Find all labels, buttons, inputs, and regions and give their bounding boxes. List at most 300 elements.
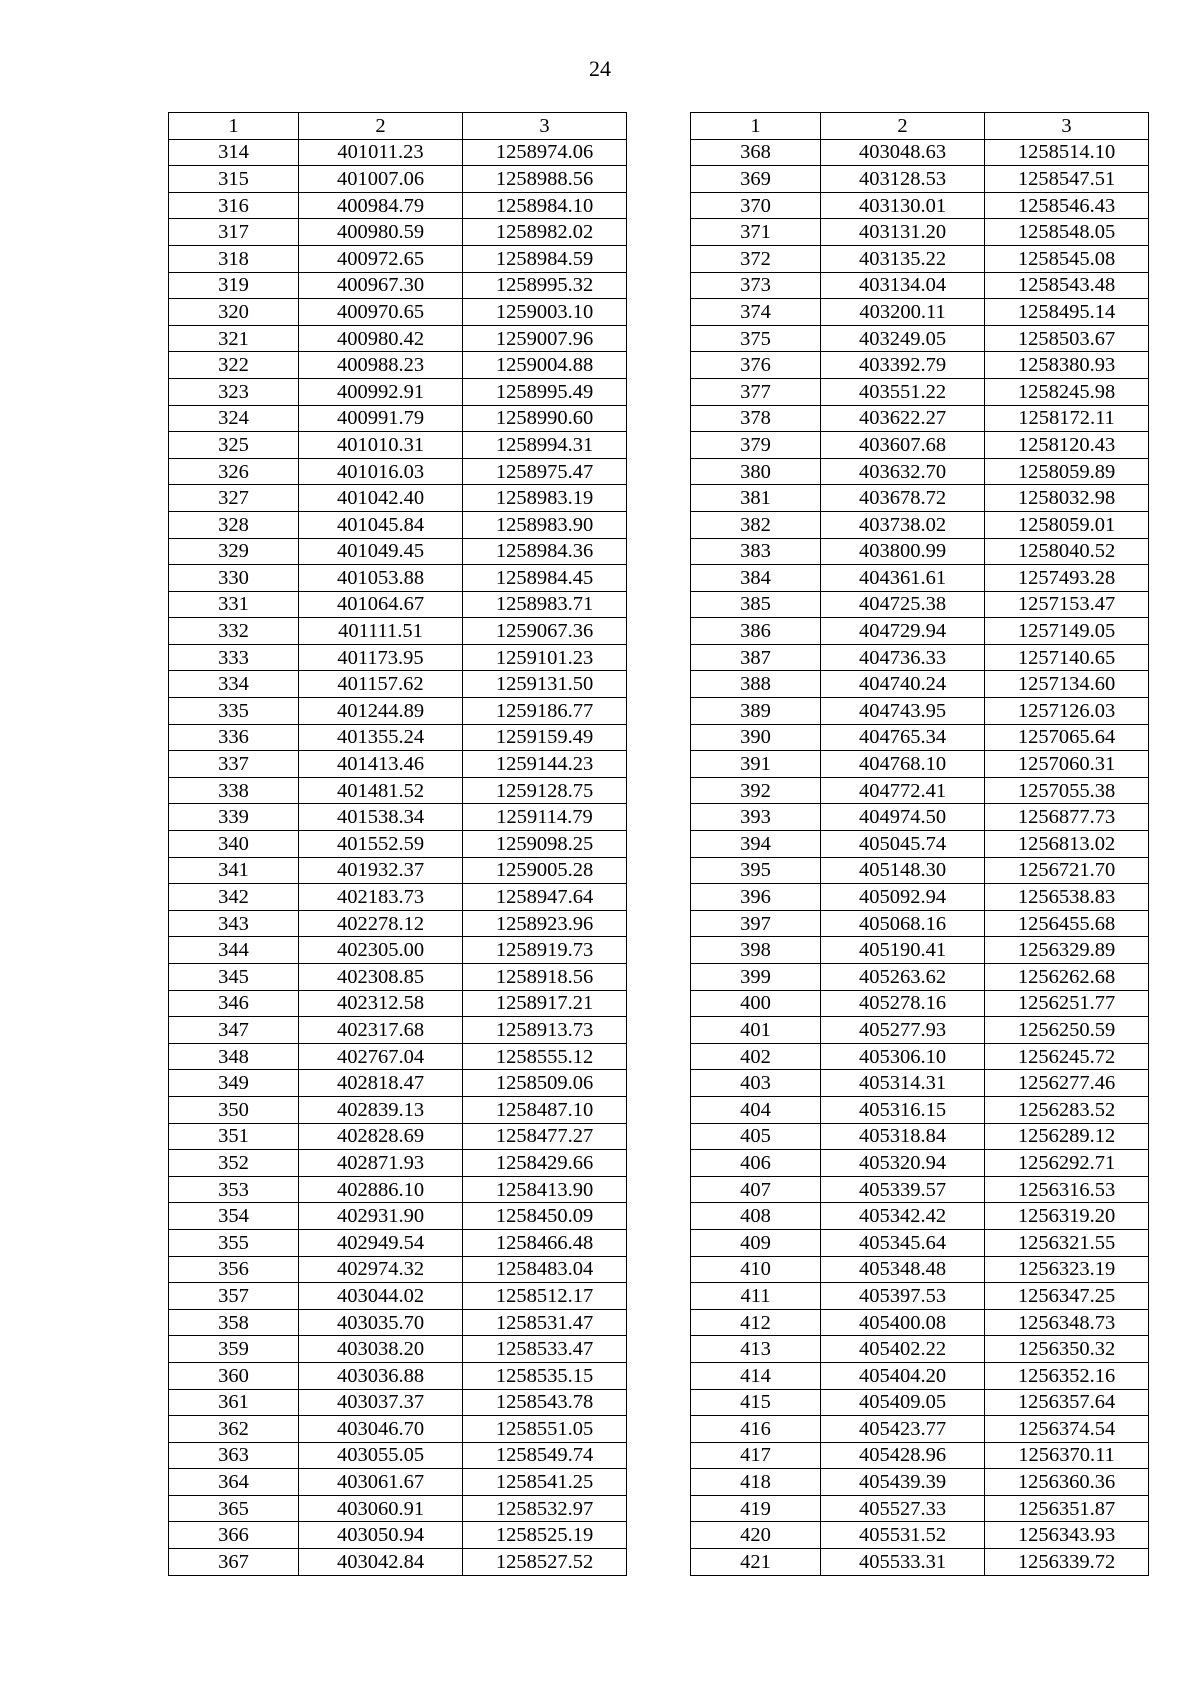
point-number-cell: 375 [691,325,821,352]
point-number-cell: 323 [169,378,299,405]
y-coordinate-cell: 1258543.78 [463,1389,627,1416]
x-coordinate-cell: 401481.52 [299,777,463,804]
point-number-cell: 395 [691,857,821,884]
x-coordinate-cell: 400972.65 [299,245,463,272]
point-number-cell: 379 [691,432,821,459]
point-number-cell: 361 [169,1389,299,1416]
x-coordinate-cell: 403607.68 [821,432,985,459]
table-row [169,937,627,964]
x-coordinate-cell: 405148.30 [821,857,985,884]
table-row [691,1017,1149,1044]
y-coordinate-cell: 1258514.10 [985,139,1149,166]
point-number-cell: 341 [169,857,299,884]
point-number-cell: 401 [691,1017,821,1044]
x-coordinate-cell: 403046.70 [299,1416,463,1443]
point-number-cell: 360 [169,1362,299,1389]
x-coordinate-cell: 405428.96 [821,1442,985,1469]
table-row [169,644,627,671]
header-cell: 2 [299,113,463,140]
x-coordinate-cell: 404765.34 [821,724,985,751]
point-number-cell: 413 [691,1336,821,1363]
point-number-cell: 415 [691,1389,821,1416]
x-coordinate-cell: 404743.95 [821,698,985,725]
point-number-cell: 320 [169,299,299,326]
x-coordinate-cell: 400991.79 [299,405,463,432]
table-row [169,511,627,538]
table-row [169,724,627,751]
table-row [169,299,627,326]
point-number-cell: 377 [691,378,821,405]
point-number-cell: 388 [691,671,821,698]
point-number-cell: 384 [691,565,821,592]
table-row [169,325,627,352]
x-coordinate-cell: 404729.94 [821,618,985,645]
point-number-cell: 353 [169,1176,299,1203]
table-row [691,964,1149,991]
x-coordinate-cell: 405439.39 [821,1469,985,1496]
point-number-cell: 352 [169,1150,299,1177]
y-coordinate-cell: 1258988.56 [463,166,627,193]
point-number-cell: 335 [169,698,299,725]
x-coordinate-cell: 400984.79 [299,192,463,219]
point-number-cell: 394 [691,831,821,858]
y-coordinate-cell: 1256538.83 [985,884,1149,911]
y-coordinate-cell: 1258040.52 [985,538,1149,565]
table-row [691,831,1149,858]
y-coordinate-cell: 1257153.47 [985,591,1149,618]
x-coordinate-cell: 401413.46 [299,751,463,778]
point-number-cell: 347 [169,1017,299,1044]
y-coordinate-cell: 1258413.90 [463,1176,627,1203]
x-coordinate-cell: 404725.38 [821,591,985,618]
x-coordinate-cell: 401045.84 [299,511,463,538]
y-coordinate-cell: 1258918.56 [463,964,627,991]
table-row [169,1229,627,1256]
point-number-cell: 326 [169,458,299,485]
table-row [169,698,627,725]
table-row [169,432,627,459]
y-coordinate-cell: 1258549.74 [463,1442,627,1469]
table-row [169,1203,627,1230]
point-number-cell: 393 [691,804,821,831]
y-coordinate-cell: 1258551.05 [463,1416,627,1443]
y-coordinate-cell: 1258555.12 [463,1043,627,1070]
table-row [691,671,1149,698]
table-row [691,1416,1149,1443]
point-number-cell: 358 [169,1309,299,1336]
y-coordinate-cell: 1256374.54 [985,1416,1149,1443]
y-coordinate-cell: 1258990.60 [463,405,627,432]
table-row [691,884,1149,911]
x-coordinate-cell: 403038.20 [299,1336,463,1363]
y-coordinate-cell: 1258466.48 [463,1229,627,1256]
x-coordinate-cell: 403042.84 [299,1549,463,1576]
point-number-cell: 330 [169,565,299,592]
y-coordinate-cell: 1259114.79 [463,804,627,831]
y-coordinate-cell: 1256348.73 [985,1309,1149,1336]
x-coordinate-cell: 405400.08 [821,1309,985,1336]
point-number-cell: 344 [169,937,299,964]
point-number-cell: 414 [691,1362,821,1389]
point-number-cell: 339 [169,804,299,831]
x-coordinate-cell: 405277.93 [821,1017,985,1044]
y-coordinate-cell: 1256813.02 [985,831,1149,858]
table-body [169,139,627,1575]
point-number-cell: 363 [169,1442,299,1469]
table-row [691,1495,1149,1522]
y-coordinate-cell: 1258487.10 [463,1096,627,1123]
point-number-cell: 409 [691,1229,821,1256]
header-cell: 1 [691,113,821,140]
y-coordinate-cell: 1256316.53 [985,1176,1149,1203]
y-coordinate-cell: 1257149.05 [985,618,1149,645]
x-coordinate-cell: 405278.16 [821,990,985,1017]
y-coordinate-cell: 1259159.49 [463,724,627,751]
table-row [169,671,627,698]
y-coordinate-cell: 1256289.12 [985,1123,1149,1150]
y-coordinate-cell: 1256343.93 [985,1522,1149,1549]
table-row [691,458,1149,485]
x-coordinate-cell: 405318.84 [821,1123,985,1150]
table-row [691,405,1149,432]
point-number-cell: 355 [169,1229,299,1256]
table-header-row [691,113,1149,140]
x-coordinate-cell: 405263.62 [821,964,985,991]
point-number-cell: 398 [691,937,821,964]
y-coordinate-cell: 1258172.11 [985,405,1149,432]
x-coordinate-cell: 405402.22 [821,1336,985,1363]
table-row [169,1389,627,1416]
point-number-cell: 343 [169,910,299,937]
table-row [169,1495,627,1522]
x-coordinate-cell: 404361.61 [821,565,985,592]
table-row [169,1416,627,1443]
header-cell: 3 [463,113,627,140]
y-coordinate-cell: 1256370.11 [985,1442,1149,1469]
point-number-cell: 418 [691,1469,821,1496]
table-row [169,1096,627,1123]
table-row [169,219,627,246]
y-coordinate-cell: 1256319.20 [985,1203,1149,1230]
y-coordinate-cell: 1256323.19 [985,1256,1149,1283]
x-coordinate-cell: 400967.30 [299,272,463,299]
point-number-cell: 378 [691,405,821,432]
point-number-cell: 405 [691,1123,821,1150]
table-row [691,1336,1149,1363]
table-row [169,192,627,219]
point-number-cell: 364 [169,1469,299,1496]
x-coordinate-cell: 401007.06 [299,166,463,193]
y-coordinate-cell: 1258525.19 [463,1522,627,1549]
point-number-cell: 389 [691,698,821,725]
table-row [691,1469,1149,1496]
y-coordinate-cell: 1258503.67 [985,325,1149,352]
table-row [691,1549,1149,1576]
point-number-cell: 416 [691,1416,821,1443]
table-row [691,751,1149,778]
y-coordinate-cell: 1256321.55 [985,1229,1149,1256]
x-coordinate-cell: 401042.40 [299,485,463,512]
point-number-cell: 348 [169,1043,299,1070]
table-row [691,1522,1149,1549]
table-row [691,857,1149,884]
point-number-cell: 329 [169,538,299,565]
point-number-cell: 399 [691,964,821,991]
point-number-cell: 345 [169,964,299,991]
x-coordinate-cell: 402886.10 [299,1176,463,1203]
x-coordinate-cell: 402828.69 [299,1123,463,1150]
x-coordinate-cell: 403200.11 [821,299,985,326]
x-coordinate-cell: 405397.53 [821,1283,985,1310]
point-number-cell: 328 [169,511,299,538]
table-row [169,777,627,804]
table-row [691,1362,1149,1389]
x-coordinate-cell: 402818.47 [299,1070,463,1097]
point-number-cell: 382 [691,511,821,538]
point-number-cell: 359 [169,1336,299,1363]
table-row [691,1150,1149,1177]
y-coordinate-cell: 1259128.75 [463,777,627,804]
x-coordinate-cell: 405190.41 [821,937,985,964]
table-row [691,538,1149,565]
table-row [691,644,1149,671]
x-coordinate-cell: 403678.72 [821,485,985,512]
point-number-cell: 411 [691,1283,821,1310]
point-number-cell: 402 [691,1043,821,1070]
y-coordinate-cell: 1256277.46 [985,1070,1149,1097]
y-coordinate-cell: 1257126.03 [985,698,1149,725]
x-coordinate-cell: 405345.64 [821,1229,985,1256]
table-row [169,1549,627,1576]
point-number-cell: 321 [169,325,299,352]
table-header-row [169,113,627,140]
point-number-cell: 420 [691,1522,821,1549]
table-row [169,139,627,166]
point-number-cell: 406 [691,1150,821,1177]
x-coordinate-cell: 403060.91 [299,1495,463,1522]
point-number-cell: 397 [691,910,821,937]
point-number-cell: 327 [169,485,299,512]
y-coordinate-cell: 1258059.01 [985,511,1149,538]
y-coordinate-cell: 1258545.08 [985,245,1149,272]
table-row [169,1256,627,1283]
y-coordinate-cell: 1258994.31 [463,432,627,459]
point-number-cell: 368 [691,139,821,166]
point-number-cell: 351 [169,1123,299,1150]
table-row [169,831,627,858]
table-row [691,1309,1149,1336]
point-number-cell: 342 [169,884,299,911]
y-coordinate-cell: 1256262.68 [985,964,1149,991]
table-row [169,485,627,512]
y-coordinate-cell: 1258984.45 [463,565,627,592]
table-row [691,1389,1149,1416]
point-number-cell: 408 [691,1203,821,1230]
y-coordinate-cell: 1259003.10 [463,299,627,326]
y-coordinate-cell: 1258535.15 [463,1362,627,1389]
point-number-cell: 337 [169,751,299,778]
y-coordinate-cell: 1256329.89 [985,937,1149,964]
table-row [169,751,627,778]
x-coordinate-cell: 405533.31 [821,1549,985,1576]
table-row [169,1150,627,1177]
point-number-cell: 412 [691,1309,821,1336]
y-coordinate-cell: 1256350.32 [985,1336,1149,1363]
table-row [169,1043,627,1070]
table-body [691,139,1149,1575]
table-row [691,777,1149,804]
x-coordinate-cell: 400980.42 [299,325,463,352]
point-number-cell: 400 [691,990,821,1017]
x-coordinate-cell: 401011.23 [299,139,463,166]
coordinates-table-left [168,112,627,1576]
y-coordinate-cell: 1258483.04 [463,1256,627,1283]
x-coordinate-cell: 403392.79 [821,352,985,379]
y-coordinate-cell: 1256251.77 [985,990,1149,1017]
y-coordinate-cell: 1258995.49 [463,378,627,405]
point-number-cell: 386 [691,618,821,645]
point-number-cell: 371 [691,219,821,246]
y-coordinate-cell: 1257060.31 [985,751,1149,778]
table-row [169,378,627,405]
point-number-cell: 373 [691,272,821,299]
x-coordinate-cell: 401049.45 [299,538,463,565]
point-number-cell: 318 [169,245,299,272]
x-coordinate-cell: 401173.95 [299,644,463,671]
y-coordinate-cell: 1258983.90 [463,511,627,538]
y-coordinate-cell: 1258512.17 [463,1283,627,1310]
y-coordinate-cell: 1256283.52 [985,1096,1149,1123]
table-row [169,405,627,432]
x-coordinate-cell: 403036.88 [299,1362,463,1389]
y-coordinate-cell: 1257055.38 [985,777,1149,804]
x-coordinate-cell: 402183.73 [299,884,463,911]
x-coordinate-cell: 403800.99 [821,538,985,565]
y-coordinate-cell: 1258983.19 [463,485,627,512]
point-number-cell: 417 [691,1442,821,1469]
x-coordinate-cell: 402949.54 [299,1229,463,1256]
x-coordinate-cell: 401552.59 [299,831,463,858]
y-coordinate-cell: 1258059.89 [985,458,1149,485]
y-coordinate-cell: 1258533.47 [463,1336,627,1363]
point-number-cell: 410 [691,1256,821,1283]
y-coordinate-cell: 1258984.36 [463,538,627,565]
point-number-cell: 349 [169,1070,299,1097]
y-coordinate-cell: 1258032.98 [985,485,1149,512]
y-coordinate-cell: 1258546.43 [985,192,1149,219]
x-coordinate-cell: 402305.00 [299,937,463,964]
x-coordinate-cell: 402871.93 [299,1150,463,1177]
table-row [169,1176,627,1203]
table-row [169,1070,627,1097]
x-coordinate-cell: 405423.77 [821,1416,985,1443]
y-coordinate-cell: 1259098.25 [463,831,627,858]
table-row [169,857,627,884]
x-coordinate-cell: 400970.65 [299,299,463,326]
x-coordinate-cell: 401010.31 [299,432,463,459]
x-coordinate-cell: 402317.68 [299,1017,463,1044]
point-number-cell: 404 [691,1096,821,1123]
table-row [169,272,627,299]
y-coordinate-cell: 1258495.14 [985,299,1149,326]
x-coordinate-cell: 404736.33 [821,644,985,671]
point-number-cell: 324 [169,405,299,432]
x-coordinate-cell: 403551.22 [821,378,985,405]
table-row [691,618,1149,645]
y-coordinate-cell: 1257493.28 [985,565,1149,592]
point-number-cell: 362 [169,1416,299,1443]
x-coordinate-cell: 405320.94 [821,1150,985,1177]
y-coordinate-cell: 1258245.98 [985,378,1149,405]
y-coordinate-cell: 1258450.09 [463,1203,627,1230]
y-coordinate-cell: 1256721.70 [985,857,1149,884]
table-row [691,192,1149,219]
y-coordinate-cell: 1257134.60 [985,671,1149,698]
y-coordinate-cell: 1258995.32 [463,272,627,299]
x-coordinate-cell: 404768.10 [821,751,985,778]
table-row [691,565,1149,592]
table-row [691,352,1149,379]
table-row [691,1043,1149,1070]
x-coordinate-cell: 401538.34 [299,804,463,831]
x-coordinate-cell: 402839.13 [299,1096,463,1123]
point-number-cell: 356 [169,1256,299,1283]
point-number-cell: 325 [169,432,299,459]
point-number-cell: 392 [691,777,821,804]
y-coordinate-cell: 1257140.65 [985,644,1149,671]
x-coordinate-cell: 403035.70 [299,1309,463,1336]
x-coordinate-cell: 400988.23 [299,352,463,379]
point-number-cell: 407 [691,1176,821,1203]
y-coordinate-cell: 1259067.36 [463,618,627,645]
header-cell: 1 [169,113,299,140]
y-coordinate-cell: 1258974.06 [463,139,627,166]
point-number-cell: 367 [169,1549,299,1576]
x-coordinate-cell: 402308.85 [299,964,463,991]
table-row [169,1309,627,1336]
x-coordinate-cell: 400980.59 [299,219,463,246]
point-number-cell: 387 [691,644,821,671]
x-coordinate-cell: 404772.41 [821,777,985,804]
point-number-cell: 421 [691,1549,821,1576]
y-coordinate-cell: 1258913.73 [463,1017,627,1044]
point-number-cell: 354 [169,1203,299,1230]
y-coordinate-cell: 1258984.10 [463,192,627,219]
table-row [691,166,1149,193]
y-coordinate-cell: 1256357.64 [985,1389,1149,1416]
table-row [169,1123,627,1150]
y-coordinate-cell: 1258947.64 [463,884,627,911]
y-coordinate-cell: 1257065.64 [985,724,1149,751]
table-row [169,1283,627,1310]
table-row [169,990,627,1017]
x-coordinate-cell: 403050.94 [299,1522,463,1549]
table-row [169,910,627,937]
point-number-cell: 391 [691,751,821,778]
x-coordinate-cell: 403622.27 [821,405,985,432]
point-number-cell: 366 [169,1522,299,1549]
y-coordinate-cell: 1259007.96 [463,325,627,352]
table-row [169,1336,627,1363]
table-row [691,910,1149,937]
point-number-cell: 419 [691,1495,821,1522]
table-row [691,378,1149,405]
table-row [169,538,627,565]
table-row [691,325,1149,352]
x-coordinate-cell: 403632.70 [821,458,985,485]
table-row [691,1123,1149,1150]
x-coordinate-cell: 401053.88 [299,565,463,592]
